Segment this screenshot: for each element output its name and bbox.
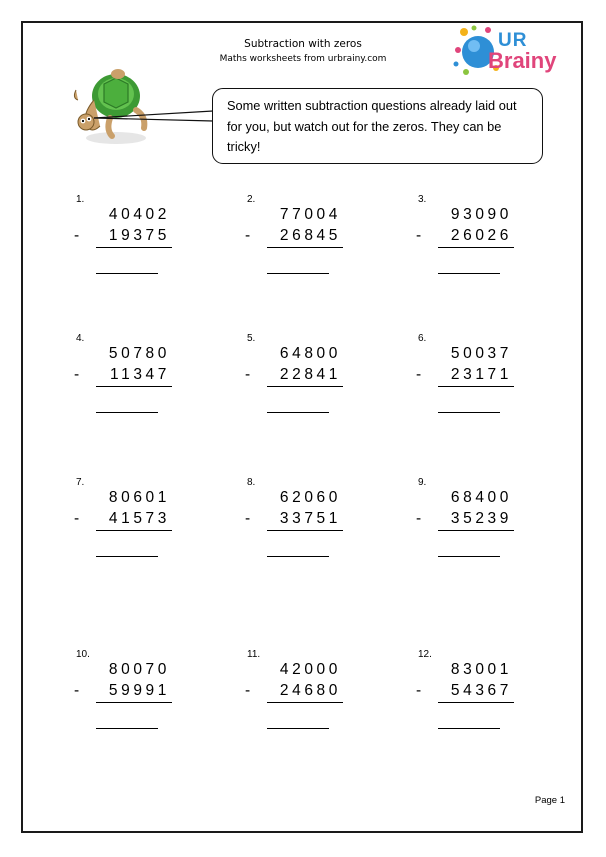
minus-sign: - [245, 227, 251, 244]
sum-line [438, 247, 514, 248]
instruction-bubble [212, 88, 543, 164]
minus-sign: - [74, 682, 80, 699]
answer-line[interactable] [96, 728, 158, 729]
minuend: 80070 [108, 661, 170, 678]
answer-line[interactable] [96, 556, 158, 557]
question-number: 12. [418, 649, 432, 660]
instruction-text: Some written subtraction questions already laid out for you, but watch out for the zeros. They can be tricky! [227, 98, 517, 154]
answer-line[interactable] [267, 412, 329, 413]
subtrahend: 54367 [450, 682, 512, 699]
minuend: 83001 [450, 661, 512, 678]
subtrahend: 26845 [279, 227, 341, 244]
minuend: 80601 [108, 489, 170, 506]
minus-sign: - [245, 366, 251, 383]
question-number: 3. [418, 194, 427, 205]
subtrahend: 35239 [450, 510, 512, 527]
problem-7 [76, 477, 186, 577]
answer-line[interactable] [438, 273, 500, 274]
sum-line [267, 247, 343, 248]
problem-11 [247, 649, 357, 749]
page-title: Subtraction with zeros [244, 38, 362, 50]
problem-2 [247, 194, 357, 294]
minuend: 50780 [108, 345, 170, 362]
answer-line[interactable] [267, 556, 329, 557]
problem-4 [76, 333, 186, 433]
answer-line[interactable] [438, 412, 500, 413]
sum-line [96, 386, 172, 387]
answer-line[interactable] [267, 728, 329, 729]
sum-line [96, 702, 172, 703]
answer-line[interactable] [438, 728, 500, 729]
minus-sign: - [416, 227, 422, 244]
subtrahend: 11347 [110, 366, 170, 383]
minus-sign: - [74, 510, 80, 527]
sum-line [267, 386, 343, 387]
minus-sign: - [416, 682, 422, 699]
sum-line [438, 386, 514, 387]
problem-8 [247, 477, 357, 577]
turtle-mascot-icon [66, 64, 158, 148]
question-number: 4. [76, 333, 85, 344]
subtrahend: 59991 [108, 682, 170, 699]
sum-line [267, 702, 343, 703]
page-number: Page 1 [534, 795, 565, 806]
answer-line[interactable] [96, 273, 158, 274]
minus-sign: - [74, 227, 80, 244]
answer-line[interactable] [267, 273, 329, 274]
minuend: 64800 [279, 345, 341, 362]
problem-1 [76, 194, 186, 294]
answer-line[interactable] [96, 412, 158, 413]
minus-sign: - [416, 366, 422, 383]
problem-10 [76, 649, 186, 749]
minuend: 42000 [279, 661, 341, 678]
sum-line [438, 530, 514, 531]
problem-9 [418, 477, 528, 577]
minus-sign: - [245, 682, 251, 699]
page-subtitle: Maths worksheets from urbrainy.com [219, 54, 387, 64]
minuend: 50037 [450, 345, 512, 362]
question-number: 6. [418, 333, 427, 344]
minuend: 93090 [450, 206, 512, 223]
question-number: 8. [247, 477, 256, 488]
subtrahend: 23171 [450, 366, 512, 383]
subtrahend: 26026 [450, 227, 512, 244]
question-number: 7. [76, 477, 85, 488]
minus-sign: - [416, 510, 422, 527]
logo-text-brainy: Brainy [488, 48, 557, 73]
sum-line [267, 530, 343, 531]
question-number: 11. [247, 649, 261, 660]
sum-line [438, 702, 514, 703]
sum-line [96, 530, 172, 531]
subtrahend: 41573 [108, 510, 170, 527]
sum-line [96, 247, 172, 248]
subtrahend: 33751 [279, 510, 341, 527]
problem-5 [247, 333, 357, 433]
minuend: 77004 [279, 206, 341, 223]
answer-line[interactable] [438, 556, 500, 557]
minuend: 68400 [450, 489, 512, 506]
problem-12 [418, 649, 528, 749]
logo-text-ur: UR [498, 30, 528, 51]
question-number: 5. [247, 333, 256, 344]
subtrahend: 24680 [279, 682, 341, 699]
minus-sign: - [74, 366, 80, 383]
question-number: 1. [76, 194, 85, 205]
question-number: 10. [76, 649, 90, 660]
question-number: 2. [247, 194, 256, 205]
minus-sign: - [245, 510, 251, 527]
problem-3 [418, 194, 528, 294]
urbrainy-logo [452, 24, 570, 82]
question-number: 9. [418, 477, 427, 488]
subtrahend: 22841 [279, 366, 341, 383]
subtrahend: 19375 [108, 227, 170, 244]
minuend: 40402 [108, 206, 170, 223]
minuend: 62060 [279, 489, 341, 506]
problem-6 [418, 333, 528, 433]
